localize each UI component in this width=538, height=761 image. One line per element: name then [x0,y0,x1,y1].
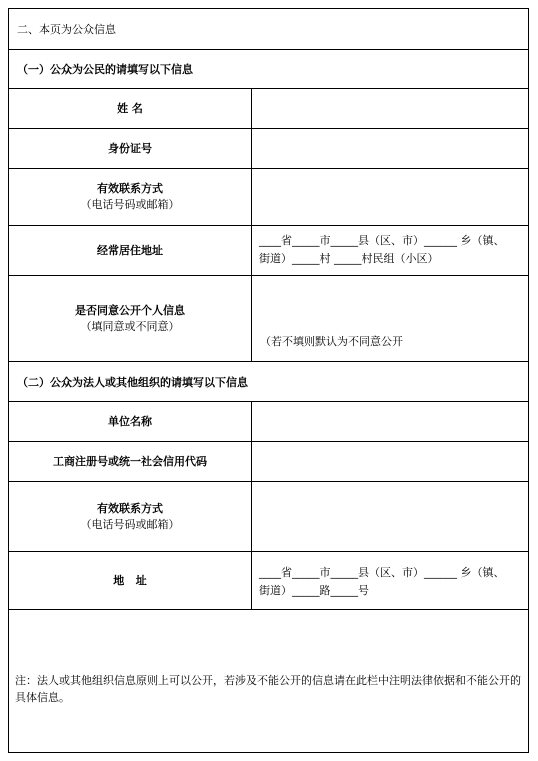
org-contact-field[interactable] [252,482,528,551]
citizen-heading: （一）公众为公民的请填写以下信息 [17,63,193,76]
note-row[interactable] [9,610,528,752]
name-row [9,89,528,129]
citizen-address-label: 经常居住地址 [97,243,163,257]
code-field[interactable] [252,442,528,481]
code-row [9,442,528,482]
consent-note: （若不填则默认为不同意公开 [260,335,403,348]
org-address-label: 地 址 [113,573,147,587]
consent-sub: （填同意或不同意） [80,319,180,333]
name-label: 姓 名 [117,101,143,115]
unit-field[interactable] [252,402,528,441]
unit-label-cell [9,402,252,441]
name-field[interactable] [252,89,528,128]
consent-label: 是否同意公开个人信息 [75,303,185,317]
org-contact-label-cell [9,482,252,551]
consent-field[interactable] [252,276,528,361]
org-contact-sub: （电话号码或邮箱） [80,517,180,531]
org-address-label-cell [9,552,252,609]
note-text: 注：法人或其他组织信息原则上可以公开，若涉及不能公开的信息请在此栏中注明法律依据和不能公开的具体信息。 [15,674,521,704]
section-title: 二、本页为公众信息 [17,23,116,36]
org-contact-label: 有效联系方式 [97,501,163,515]
citizen-contact-label: 有效联系方式 [97,182,163,195]
citizen-contact-field[interactable] [252,169,528,225]
id-field[interactable] [252,129,528,168]
name-label-cell [9,89,252,128]
unit-label: 单位名称 [108,414,152,428]
citizen-address-row [9,226,528,276]
unit-row [9,402,528,442]
code-label-cell [9,442,252,481]
citizen-contact-row [9,169,528,226]
org-address-field[interactable] [252,552,528,609]
citizen-address-line1: ____省_____市_____县（区、市）______ 乡（镇、 [259,234,505,247]
citizen-address-line2: 街道）_____村 _____村民组（小区） [259,252,439,265]
section-title-row [9,9,528,50]
org-address-line1: ____省_____市_____县（区、市）______ 乡（镇、 [259,566,505,579]
consent-row [9,276,528,362]
citizen-heading-row [9,50,528,89]
org-heading-row [9,362,528,402]
citizen-contact-label-cell [9,169,252,225]
org-heading: （二）公众为法人或其他组织的请填写以下信息 [17,375,248,389]
citizen-contact-sub: （电话号码或邮箱） [80,198,180,211]
id-label: 身份证号 [108,141,152,155]
org-address-line2: 街道）_____路_____号 [259,584,369,597]
code-label: 工商注册号或统一社会信用代码 [53,454,207,468]
citizen-address-label-cell [9,226,252,275]
citizen-address-field[interactable] [252,226,528,275]
org-contact-row [9,482,528,552]
public-info-form [8,8,529,753]
id-row [9,129,528,169]
id-label-cell [9,129,252,168]
consent-label-cell [9,276,252,361]
org-address-row [9,552,528,610]
